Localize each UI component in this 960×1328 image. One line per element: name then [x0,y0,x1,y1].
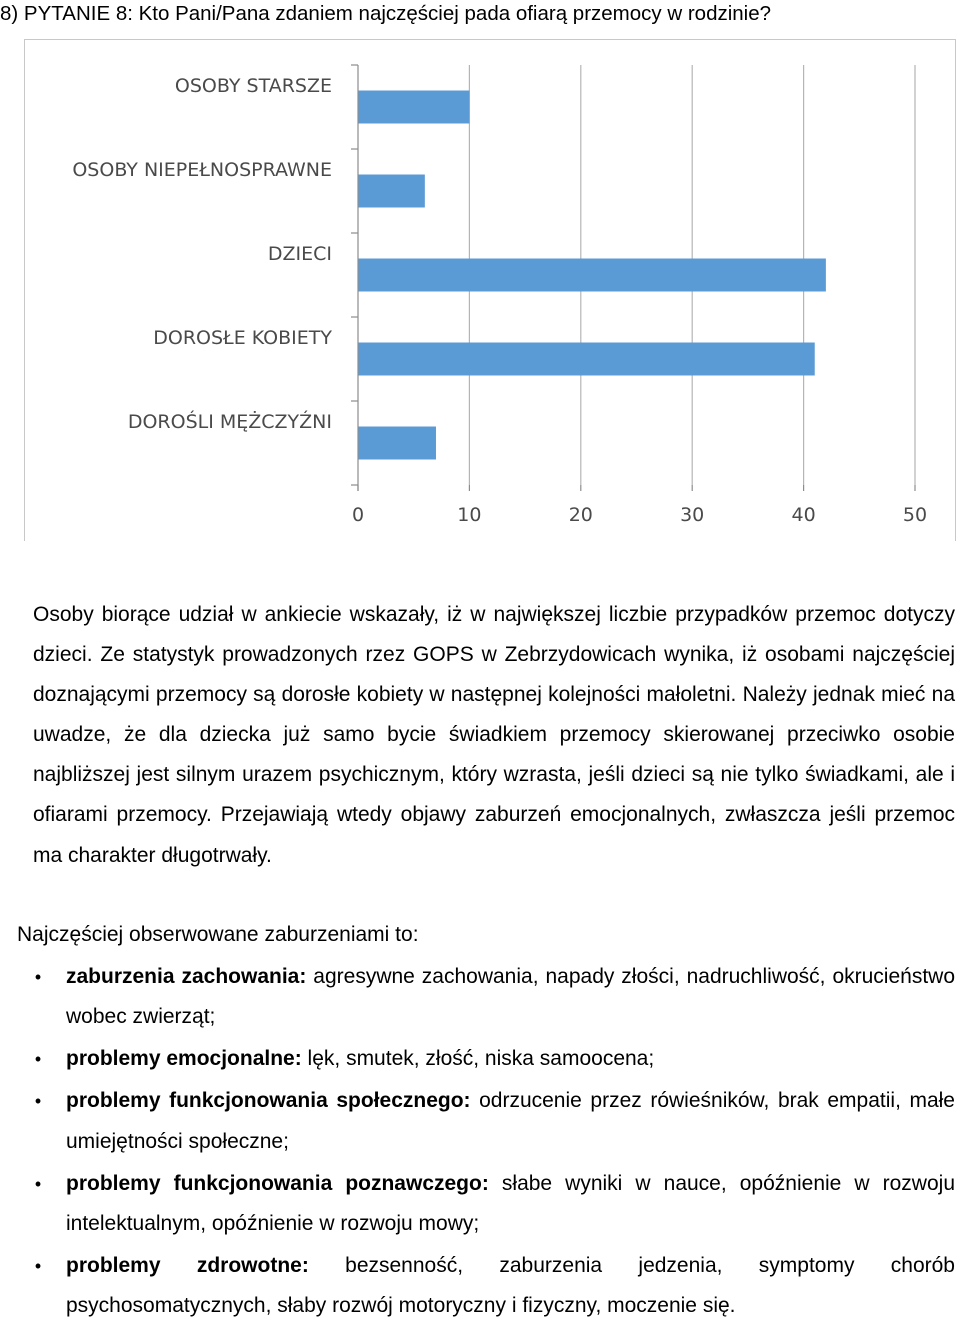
bullet-icon: • [34,1091,42,1112]
list-item [0,1039,955,1079]
category-label: OSOBY STARSZE [174,75,332,97]
tick-label: 30 [680,504,705,526]
symptom-description: odrzucenie przez rówieśników, brak empatii, małe umiejętności społeczne; [66,1089,955,1153]
tick-label: 0 [351,504,365,526]
category-label: DOROSŁE KOBIETY [153,327,332,349]
tick-label: 40 [791,504,816,526]
bullet-icon: • [34,1049,42,1070]
bar [358,91,469,124]
question-heading: 8) PYTANIE 8: Kto Pani/Pana zdaniem najczęściej pada ofiarą przemocy w rodzinie? [0,2,772,25]
bullet-icon: • [34,1173,42,1194]
category-label: DOROŚLI MĘŻCZYŹNI [127,411,332,433]
symptom-description: agresywne zachowania, napady złości, nadruchliwość, okrucieństwo wobec zwierząt; [66,965,955,1029]
bar [358,343,815,376]
list-item [0,1164,955,1245]
bullet-icon: • [34,1255,42,1276]
bar-chart [25,40,955,540]
symptom-term: problemy funkcjonowania społecznego: [66,1089,471,1113]
bars [358,91,826,460]
bar [358,427,436,460]
tick-label: 20 [568,504,593,526]
symptoms-intro: Najczęściej obserwowane zaburzeniami to: [17,923,419,946]
category-label: DZIECI [267,243,332,265]
symptom-term: problemy funkcjonowania poznawczego: [66,1171,489,1195]
symptom-term: problemy emocjonalne: [66,1047,302,1071]
symptom-list [0,957,955,1328]
tick-label: 10 [457,504,482,526]
tick-labels [352,504,927,526]
symptom-term: zaburzenia zachowania: [66,965,307,988]
symptom-term: problemy zdrowotne: [66,1253,309,1277]
category-labels [72,75,332,433]
category-label: OSOBY NIEPEŁNOSPRAWNE [72,159,332,181]
list-item [0,957,955,1038]
list-item [0,1081,955,1162]
symptom-description: bezsenność, zaburzenia jedzenia, symptomy chorób psychosomatycznych, słaby rozwój motoryczny i fizyczny, moczenie się. [66,1253,955,1318]
bar [358,259,826,292]
symptom-description: lęk, smutek, złość, niska samoocena; [301,1047,655,1071]
bar [358,175,425,208]
bar-chart-frame [24,39,956,541]
tick-label: 50 [902,504,928,526]
bullet-icon: • [34,967,42,987]
list-item [0,1246,955,1327]
summary-paragraph: Osoby biorące udział w ankiecie wskazały, iż w największej liczbie przypadków przemoc dotyczy dzieci. Ze statystyk prowadzonych rzez GOPS w Zebrzydowicach wynika, iż osobami najczęściej doznającymi przemocy są dorosłe kobiety w następnej kolejności małoletni. Należy jednak mieć na uwadze, że dla dziecka już samo bycie świadkiem przemocy skierowanej przeciwko osobie najbliższej jest silnym urazem psychicznym, który wzrasta, jeśli dzieci są nie tylko świadkami, ale i ofiarami przemocy. Przejawiają wtedy objawy zaburzeń emocjonalnych, zwłaszcza jeśli przemoc ma charakter długotrwały. [33,603,955,867]
symptom-description: słabe wyniki w nauce, opóźnienie w rozwoju intelektualnym, opóźnienie w rozwoju mowy; [66,1171,955,1235]
